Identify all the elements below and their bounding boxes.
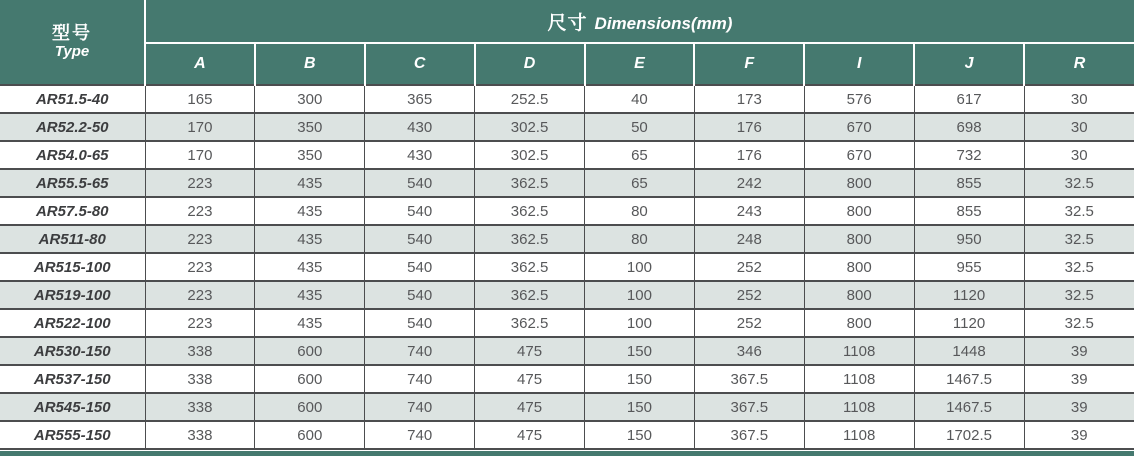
value-cell: 435 [255, 225, 365, 253]
value-cell: 617 [914, 85, 1024, 113]
table-row [0, 141, 1134, 169]
value-cell: 362.5 [475, 169, 585, 197]
value-cell: 302.5 [475, 141, 585, 169]
value-cell: 150 [585, 393, 695, 421]
dimensions-header-cn: 尺寸 [547, 12, 588, 34]
value-cell: 855 [914, 197, 1024, 225]
value-cell: 32.5 [1024, 281, 1134, 309]
value-cell: 362.5 [475, 253, 585, 281]
value-cell: 475 [475, 365, 585, 393]
type-cell: AR555-150 [0, 421, 145, 449]
type-header-cn: 型号 [52, 23, 92, 43]
value-cell: 223 [145, 225, 255, 253]
bottom-accent-bar [0, 451, 1134, 456]
value-cell: 100 [585, 309, 695, 337]
type-cell: AR52.2-50 [0, 113, 145, 141]
type-cell: AR55.5-65 [0, 169, 145, 197]
value-cell: 65 [585, 141, 695, 169]
column-header-c: C [365, 43, 475, 85]
value-cell: 732 [914, 141, 1024, 169]
value-cell: 300 [255, 85, 365, 113]
column-header-r: R [1024, 43, 1134, 85]
value-cell: 740 [365, 393, 475, 421]
value-cell: 223 [145, 169, 255, 197]
value-cell: 252 [694, 309, 804, 337]
value-cell: 80 [585, 225, 695, 253]
value-cell: 435 [255, 281, 365, 309]
value-cell: 1467.5 [914, 365, 1024, 393]
value-cell: 173 [694, 85, 804, 113]
table-row [0, 169, 1134, 197]
value-cell: 367.5 [694, 393, 804, 421]
value-cell: 1108 [804, 337, 914, 365]
value-cell: 670 [804, 141, 914, 169]
value-cell: 600 [255, 393, 365, 421]
value-cell: 800 [804, 225, 914, 253]
value-cell: 1467.5 [914, 393, 1024, 421]
value-cell: 955 [914, 253, 1024, 281]
value-cell: 367.5 [694, 421, 804, 449]
value-cell: 32.5 [1024, 169, 1134, 197]
value-cell: 248 [694, 225, 804, 253]
header-top-row [0, 0, 1134, 43]
value-cell: 435 [255, 169, 365, 197]
value-cell: 338 [145, 365, 255, 393]
value-cell: 800 [804, 197, 914, 225]
value-cell: 475 [475, 421, 585, 449]
value-cell: 540 [365, 197, 475, 225]
value-cell: 1448 [914, 337, 1024, 365]
value-cell: 540 [365, 225, 475, 253]
value-cell: 365 [365, 85, 475, 113]
value-cell: 302.5 [475, 113, 585, 141]
value-cell: 1120 [914, 281, 1024, 309]
type-cell: AR57.5-80 [0, 197, 145, 225]
value-cell: 338 [145, 337, 255, 365]
table-body [0, 85, 1134, 449]
value-cell: 362.5 [475, 281, 585, 309]
value-cell: 338 [145, 421, 255, 449]
type-cell: AR530-150 [0, 337, 145, 365]
value-cell: 100 [585, 281, 695, 309]
value-cell: 350 [255, 141, 365, 169]
value-cell: 540 [365, 169, 475, 197]
value-cell: 32.5 [1024, 197, 1134, 225]
table-row [0, 225, 1134, 253]
value-cell: 100 [585, 253, 695, 281]
value-cell: 243 [694, 197, 804, 225]
value-cell: 475 [475, 393, 585, 421]
type-column-header [0, 0, 145, 85]
value-cell: 338 [145, 393, 255, 421]
column-header-f: F [694, 43, 804, 85]
value-cell: 600 [255, 337, 365, 365]
value-cell: 170 [145, 113, 255, 141]
value-cell: 600 [255, 365, 365, 393]
table-row [0, 393, 1134, 421]
value-cell: 39 [1024, 393, 1134, 421]
value-cell: 252 [694, 253, 804, 281]
column-letters-row [0, 43, 1134, 85]
value-cell: 800 [804, 253, 914, 281]
value-cell: 165 [145, 85, 255, 113]
value-cell: 367.5 [694, 365, 804, 393]
table-row [0, 253, 1134, 281]
value-cell: 576 [804, 85, 914, 113]
value-cell: 242 [694, 169, 804, 197]
table-row [0, 113, 1134, 141]
value-cell: 40 [585, 85, 695, 113]
value-cell: 1108 [804, 421, 914, 449]
table-row [0, 281, 1134, 309]
value-cell: 1702.5 [914, 421, 1024, 449]
value-cell: 540 [365, 309, 475, 337]
column-header-e: E [585, 43, 695, 85]
value-cell: 50 [585, 113, 695, 141]
value-cell: 32.5 [1024, 253, 1134, 281]
value-cell: 32.5 [1024, 309, 1134, 337]
value-cell: 150 [585, 421, 695, 449]
value-cell: 32.5 [1024, 225, 1134, 253]
value-cell: 30 [1024, 141, 1134, 169]
value-cell: 800 [804, 309, 914, 337]
type-cell: AR519-100 [0, 281, 145, 309]
value-cell: 223 [145, 309, 255, 337]
value-cell: 176 [694, 113, 804, 141]
value-cell: 39 [1024, 421, 1134, 449]
value-cell: 223 [145, 281, 255, 309]
table-row [0, 197, 1134, 225]
type-cell: AR51.5-40 [0, 85, 145, 113]
type-cell: AR511-80 [0, 225, 145, 253]
value-cell: 252 [694, 281, 804, 309]
value-cell: 435 [255, 309, 365, 337]
value-cell: 740 [365, 421, 475, 449]
type-header-en: Type [54, 43, 90, 60]
value-cell: 30 [1024, 113, 1134, 141]
value-cell: 740 [365, 337, 475, 365]
value-cell: 80 [585, 197, 695, 225]
table-row [0, 309, 1134, 337]
dimensions-header [145, 0, 1134, 43]
table-row [0, 421, 1134, 449]
value-cell: 1108 [804, 393, 914, 421]
dimensions-header-en: Dimensions(mm) [594, 13, 733, 33]
value-cell: 698 [914, 113, 1024, 141]
column-header-d: D [475, 43, 585, 85]
value-cell: 855 [914, 169, 1024, 197]
column-header-a: A [145, 43, 255, 85]
table-row [0, 365, 1134, 393]
value-cell: 176 [694, 141, 804, 169]
column-header-i: I [804, 43, 914, 85]
table-header [0, 0, 1134, 85]
value-cell: 430 [365, 113, 475, 141]
value-cell: 670 [804, 113, 914, 141]
value-cell: 65 [585, 169, 695, 197]
type-cell: AR515-100 [0, 253, 145, 281]
value-cell: 362.5 [475, 197, 585, 225]
value-cell: 170 [145, 141, 255, 169]
type-cell: AR545-150 [0, 393, 145, 421]
value-cell: 435 [255, 253, 365, 281]
value-cell: 740 [365, 365, 475, 393]
table-row [0, 337, 1134, 365]
value-cell: 1108 [804, 365, 914, 393]
column-header-b: B [255, 43, 365, 85]
table-row [0, 85, 1134, 113]
value-cell: 150 [585, 337, 695, 365]
value-cell: 39 [1024, 365, 1134, 393]
type-cell: AR522-100 [0, 309, 145, 337]
value-cell: 430 [365, 141, 475, 169]
value-cell: 252.5 [475, 85, 585, 113]
value-cell: 475 [475, 337, 585, 365]
value-cell: 150 [585, 365, 695, 393]
value-cell: 800 [804, 281, 914, 309]
value-cell: 223 [145, 197, 255, 225]
value-cell: 350 [255, 113, 365, 141]
type-cell: AR54.0-65 [0, 141, 145, 169]
value-cell: 223 [145, 253, 255, 281]
value-cell: 800 [804, 169, 914, 197]
value-cell: 1120 [914, 309, 1024, 337]
value-cell: 362.5 [475, 309, 585, 337]
value-cell: 600 [255, 421, 365, 449]
value-cell: 540 [365, 281, 475, 309]
value-cell: 435 [255, 197, 365, 225]
column-header-j: J [914, 43, 1024, 85]
value-cell: 346 [694, 337, 804, 365]
value-cell: 39 [1024, 337, 1134, 365]
value-cell: 30 [1024, 85, 1134, 113]
type-cell: AR537-150 [0, 365, 145, 393]
value-cell: 362.5 [475, 225, 585, 253]
value-cell: 540 [365, 253, 475, 281]
value-cell: 950 [914, 225, 1024, 253]
